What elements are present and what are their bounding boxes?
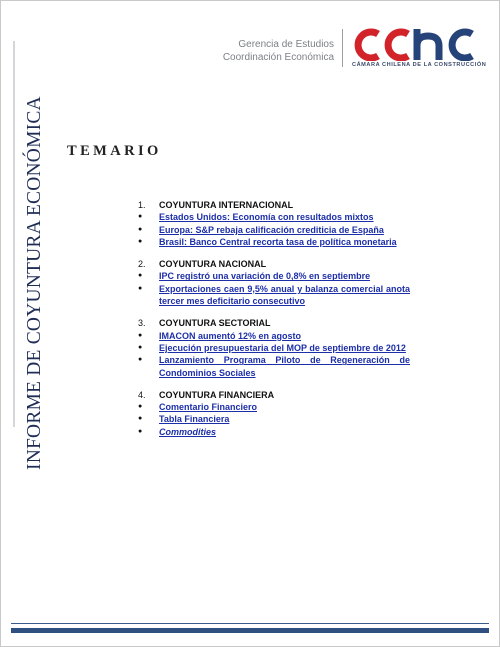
bullet-icon: ● — [138, 213, 143, 221]
toc-link[interactable]: IPC registró una variación de 0,8% en septiembre — [159, 271, 371, 282]
toc-section-internacional — [138, 199, 410, 248]
header-department — [223, 38, 334, 64]
header-separator — [342, 29, 343, 67]
section-number: 2. — [138, 259, 146, 270]
footer-rule-thin — [11, 623, 489, 624]
bullet-icon: ● — [138, 284, 143, 292]
section-title: COYUNTURA FINANCIERA — [159, 389, 275, 400]
footer-rule-thick — [11, 628, 489, 633]
toc-link[interactable]: Ejecución presupuestaria del MOP de septiembre de 2012 — [159, 342, 406, 353]
logo-letter-c3 — [452, 32, 472, 58]
bullet-icon: ● — [138, 427, 143, 435]
table-of-contents — [138, 199, 410, 448]
toc-link[interactable]: Exportaciones caen 9,5% anual y balanza comercial anota tercer mes deficitario consecutivo — [159, 283, 410, 307]
toc-link[interactable]: Commodities — [159, 426, 217, 437]
bullet-icon: ● — [138, 403, 143, 411]
toc-link[interactable]: Comentario Financiero — [159, 402, 258, 413]
cchc-logo — [352, 27, 477, 61]
side-accent-bar — [13, 41, 15, 427]
bullet-icon: ● — [138, 356, 143, 364]
bullet-icon: ● — [138, 237, 143, 245]
logo-caption: CÁMARA CHILENA DE LA CONSTRUCCIÓN — [352, 62, 487, 68]
toc-link[interactable]: Europa: S&P rebaja calificación crediticia de España — [159, 224, 384, 235]
toc-link[interactable]: Brasil: Banco Central recorta tasa de política monetaria — [159, 236, 397, 247]
toc-link[interactable]: Estados Unidos: Economía con resultados mixtos — [159, 212, 374, 223]
section-number: 4. — [138, 389, 146, 400]
toc-link[interactable]: Tabla Financiera — [159, 414, 230, 425]
header-line-1: Gerencia de Estudios — [238, 39, 334, 50]
section-number: 1. — [138, 200, 146, 210]
section-title: COYUNTURA NACIONAL — [159, 259, 267, 270]
logo-letter-h — [417, 29, 439, 60]
section-number: 3. — [138, 318, 146, 329]
toc-section-nacional — [138, 258, 410, 307]
toc-link[interactable]: Lanzamiento Programa Piloto de Regeneración de Condominios Sociales — [159, 355, 410, 378]
header-line-2: Coordinación Económica — [222, 52, 334, 63]
logo-letter-c1 — [358, 32, 378, 58]
logo-letter-c2 — [388, 32, 408, 58]
bullet-icon: ● — [138, 331, 143, 339]
section-title: COYUNTURA SECTORIAL — [159, 318, 271, 329]
toc-link[interactable]: IMACON aumentó 12% en agosto — [159, 330, 302, 341]
toc-section-financiera — [138, 389, 410, 438]
temario-heading: TEMARIO — [67, 143, 162, 159]
section-title: COYUNTURA INTERNACIONAL — [159, 200, 294, 210]
bullet-icon: ● — [138, 415, 143, 423]
bullet-icon: ● — [138, 343, 143, 351]
toc-section-sectorial — [138, 317, 410, 378]
bullet-icon: ● — [138, 225, 143, 233]
report-side-title: INFORME DE COYUNTURA ECONÓMICA — [24, 96, 45, 470]
bullet-icon: ● — [138, 272, 143, 280]
